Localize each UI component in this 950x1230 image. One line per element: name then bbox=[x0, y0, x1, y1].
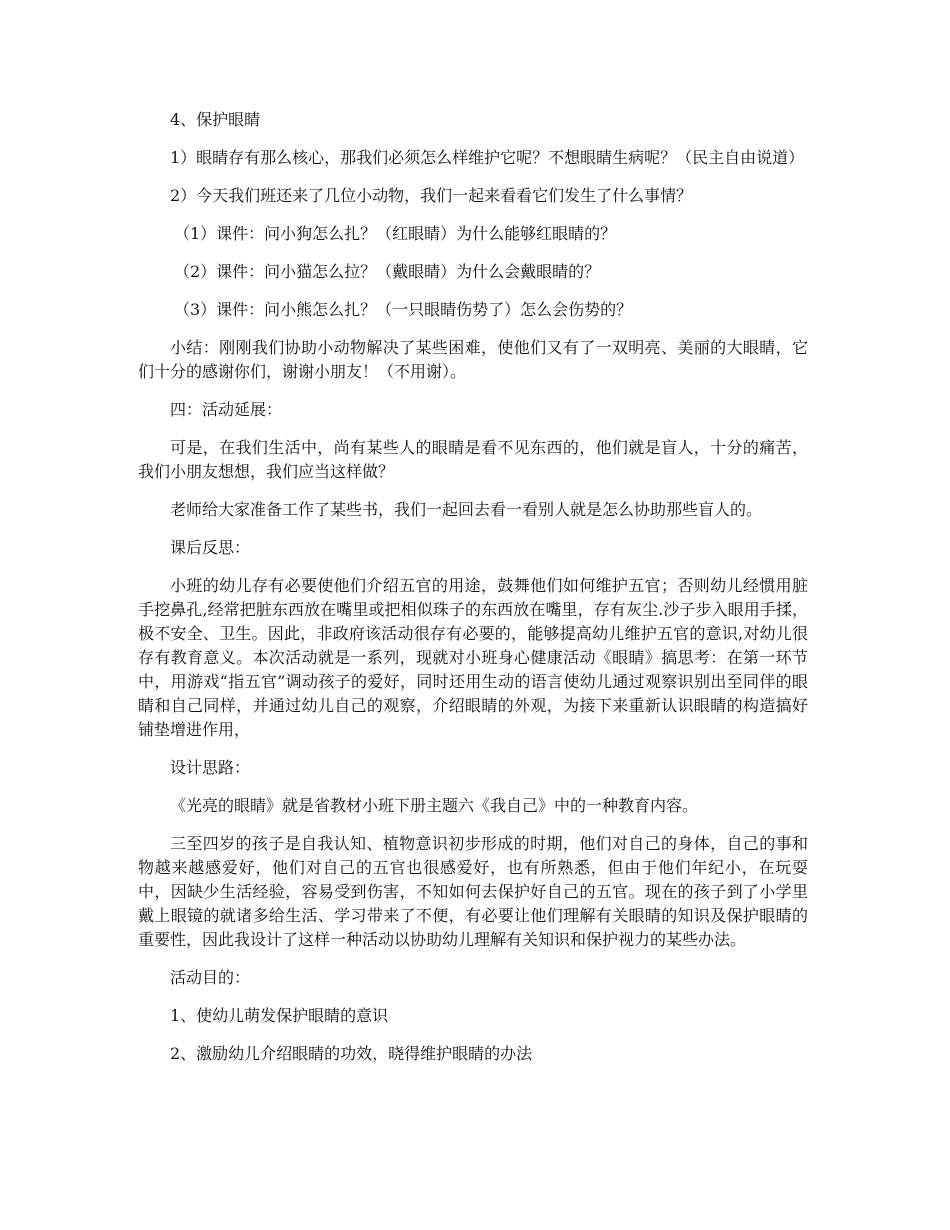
list-item-courseware-3: （3）课件：问小熊怎么扎？（一只眼睛伤势了）怎么会伤势的？ bbox=[174, 300, 633, 319]
heading-design-idea: 设计思路： bbox=[170, 758, 251, 777]
paragraph-question-2: 2）今天我们班还来了几位小动物，我们一起来看看它们发生了什么事情？ bbox=[170, 186, 693, 205]
paragraph-teaching-content: 《光亮的眼睛》就是省教材小班下册主题六《我自己》中的一种教育内容。 bbox=[170, 796, 699, 815]
list-item-courseware-1: （1）课件：问小狗怎么扎？（红眼睛）为什么能够红眼睛的？ bbox=[174, 224, 617, 243]
list-item-courseware-2: （2）课件：问小猫怎么拉？（戴眼睛）为什么会戴眼睛的？ bbox=[174, 262, 601, 281]
heading-activity-extension: 四：活动延展： bbox=[170, 400, 283, 419]
paragraph-books: 老师给大家准备工作了某些书，我们一起回去看一看别人就是怎么协助那些盲人的。 bbox=[170, 500, 763, 519]
paragraph-children-development: 三至四岁的孩子是自我认知、植物意识初步形成的时期，他们对自己的身体，自己的事和物越来越感爱好，他们对自己的五官也很感爱好，也有所熟悉，但由于他们年纪小，在玩耍中，因缺少生活经验，容易受到伤害，不知如何去保护好自己的五官。现在的孩子到了小学里戴上眼镜的就诸多给生活、学习带来了不便，有必要让他们理解有关眼睛的知识及保护眼睛的重要性，因此我设计了这样一种活动以协助幼儿理解有关知识和保护视力的某些办法。 bbox=[138, 834, 808, 949]
list-item-goal-1: 1、使幼儿萌发保护眼睛的意识 bbox=[170, 1006, 389, 1025]
heading-activity-goals: 活动目的： bbox=[170, 968, 251, 987]
heading-protect-eyes: 4、保护眼睛 bbox=[170, 110, 261, 129]
paragraph-reflection: 小班的幼儿存有必要使他们介绍五官的用途，鼓舞他们如何维护五官；否则幼儿经惯用脏手挖鼻孔,经常把脏东西放在嘴里或把相似珠子的东西放在嘴里，存有灰尘.沙子步入眼用手揉，极不安全、卫生。因此，非政府该活动很存有必要的，能够提高幼儿维护五官的意识,对幼儿很存有教育意义。本次活动就是一系列，现就对小班身心健康活动《眼睛》搞思考：在第一环节中，用游戏“指五官”调动孩子的爱好，同时还用生动的语言使幼儿通过观察识别出至同伴的眼睛和自己同样，并通过幼儿自己的观察，介绍眼睛的外观，为接下来重新认识眼睛的构造搞好铺垫增进作用， bbox=[138, 576, 808, 739]
paragraph-question-1: 1）眼睛存有那么核心，那我们必须怎么样维护它呢？不想眼睛生病呢？（民主自由说道） bbox=[170, 148, 805, 167]
paragraph-summary: 小结：刚刚我们协助小动物解决了某些困难，使他们又有了一双明亮、美丽的大眼睛，它们十分的感谢你们，谢谢小朋友！（不用谢）。 bbox=[138, 338, 808, 381]
list-item-goal-2: 2、激励幼儿介绍眼睛的功效，晓得维护眼睛的办法 bbox=[170, 1044, 533, 1063]
heading-reflection: 课后反思： bbox=[170, 538, 251, 557]
paragraph-blind-people: 可是，在我们生活中，尚有某些人的眼睛是看不见东西的，他们就是盲人，十分的痛苦，我们小朋友想想，我们应当这样做？ bbox=[138, 438, 808, 481]
document-body bbox=[138, 108, 808, 1080]
